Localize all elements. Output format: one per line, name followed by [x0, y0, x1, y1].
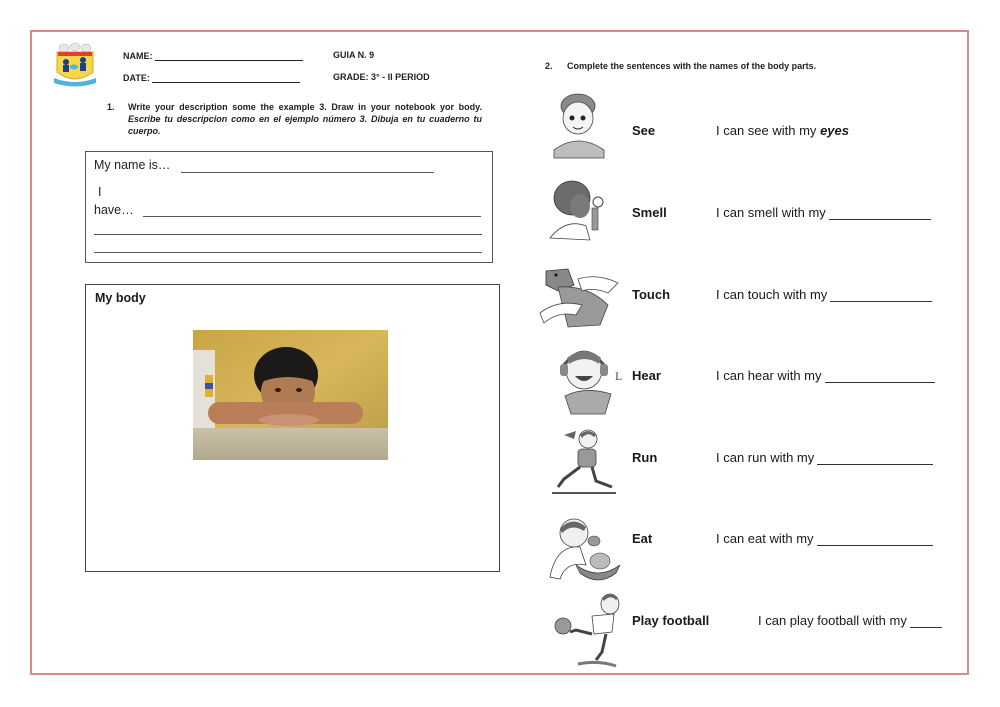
- name-answer-line[interactable]: [181, 172, 434, 173]
- exercise1-instruction: [107, 101, 482, 137]
- verb-eat: Eat: [632, 531, 653, 546]
- answer-line-3[interactable]: [94, 234, 482, 235]
- exercise2-number: 2.: [545, 61, 553, 71]
- sentence-see-text: I can see with my: [716, 123, 817, 138]
- girl-smelling-flower-illustration: [546, 178, 624, 248]
- sentence-touch: [716, 287, 932, 302]
- answer-blank-run[interactable]: [817, 452, 933, 465]
- verb-play-football: Play football: [632, 613, 710, 628]
- school-logo: [52, 42, 98, 88]
- grade-label: GRADE: 3° - II PERIOD: [333, 72, 430, 82]
- boy-with-headphones-illustration: [555, 340, 633, 410]
- have-prompt: have…: [94, 203, 134, 217]
- sentence-see: [716, 123, 849, 138]
- boy-kicking-ball-illustration: [552, 590, 630, 660]
- instruction-english: Write your description some the example 3. Draw in your notebook yor body.: [128, 102, 482, 112]
- name-blank[interactable]: [155, 50, 303, 61]
- verb-hear: Hear: [632, 368, 661, 383]
- name-prompt: My name is…: [94, 158, 171, 172]
- boy-photo: [193, 330, 388, 460]
- date-label: DATE:: [123, 73, 150, 83]
- sentence-eat-text: I can eat with my: [716, 531, 814, 546]
- answer-blank-smell[interactable]: [829, 207, 931, 220]
- sentence-hear-text: I can hear with my: [716, 368, 822, 383]
- verb-run: Run: [632, 450, 658, 465]
- verb-smell: Smell: [632, 205, 667, 220]
- exercise2-instruction: [545, 61, 816, 71]
- boy-looking-illustration: [548, 88, 626, 158]
- answer-blank-eat[interactable]: [817, 533, 933, 546]
- sentence-touch-text: I can touch with my: [716, 287, 828, 302]
- verb-see: See: [632, 123, 656, 138]
- description-box: [85, 151, 493, 263]
- date-field: [123, 72, 300, 83]
- boy-eating-illustration: [546, 515, 624, 585]
- exercise1-number: 1.: [107, 102, 115, 112]
- name-label: NAME:: [123, 51, 153, 61]
- sentence-hear: [716, 368, 935, 383]
- sentence-eat: [716, 531, 933, 546]
- have-answer-line[interactable]: [143, 216, 481, 217]
- instruction-spanish: Escribe tu descripcion como en el ejemplo número 3. Dibuja en tu cuaderno tu cuerpo.: [128, 114, 482, 136]
- my-body-box: [85, 284, 500, 572]
- answer-eyes: eyes: [820, 123, 849, 138]
- guide-number: GUIA N. 9: [333, 50, 375, 60]
- sentence-smell-text: I can smell with my: [716, 205, 826, 220]
- sentence-smell: [716, 205, 931, 220]
- sentence-play-football-text: I can play football with my: [758, 613, 907, 628]
- answer-line-4[interactable]: [94, 252, 482, 253]
- hands-petting-dog-illustration: [538, 265, 616, 335]
- girl-running-illustration: [550, 425, 628, 495]
- sentence-run: [716, 450, 933, 465]
- sentence-run-text: I can run with my: [716, 450, 815, 465]
- have-prompt-i: I: [98, 185, 102, 199]
- verb-touch: Touch: [632, 287, 671, 302]
- answer-blank-hear[interactable]: [825, 370, 935, 383]
- svg-text:L: L: [615, 372, 622, 383]
- my-body-title: My body: [95, 291, 146, 305]
- date-blank[interactable]: [152, 72, 300, 83]
- sentence-play-football: [758, 613, 942, 628]
- name-field: [123, 50, 303, 61]
- exercise2-text: Complete the sentences with the names of the body parts.: [567, 61, 817, 71]
- answer-blank-play-football[interactable]: [910, 615, 942, 628]
- answer-blank-touch[interactable]: [830, 289, 932, 302]
